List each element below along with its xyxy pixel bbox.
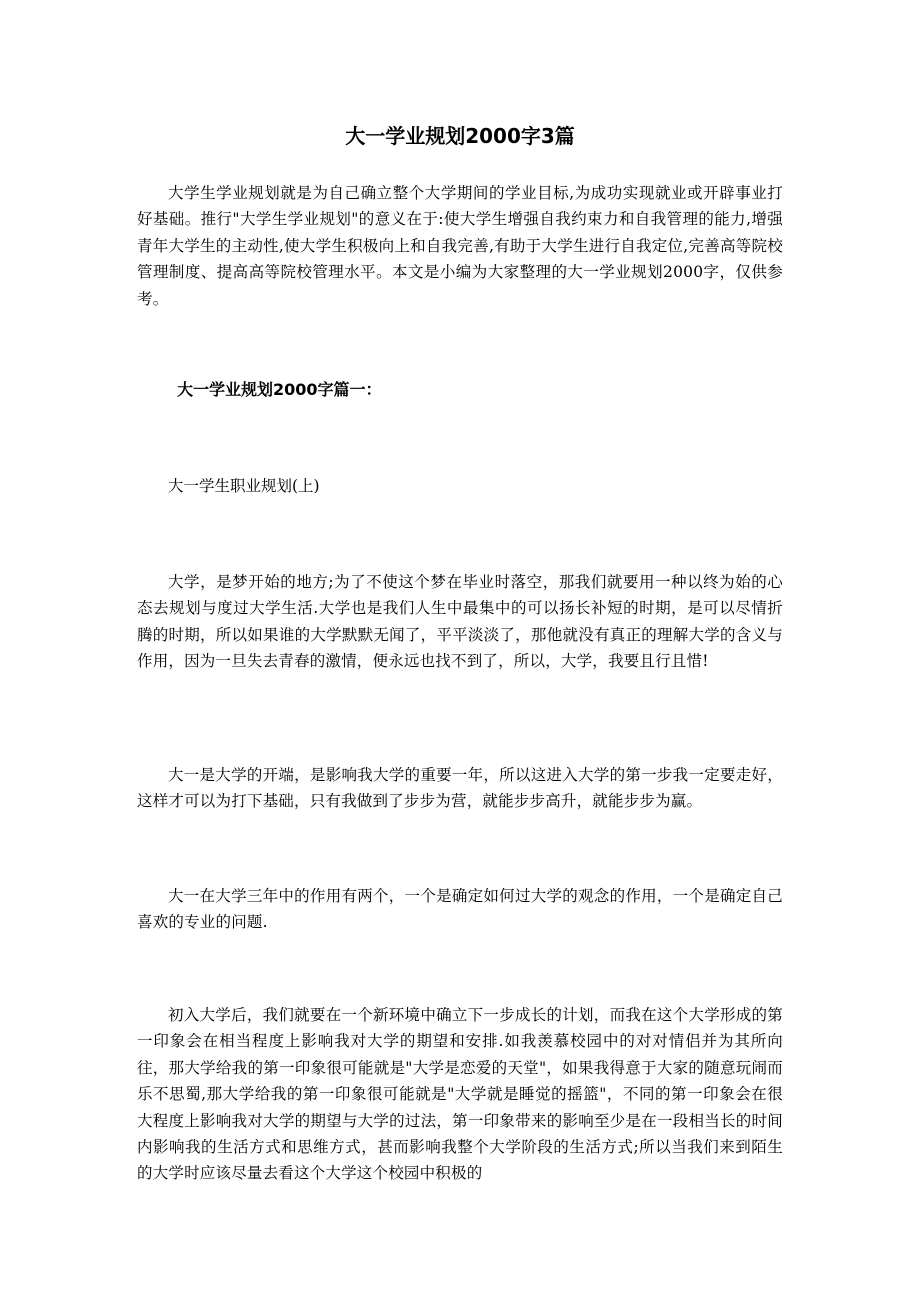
body-paragraph-1: 大学，是梦开始的地方;为了不使这个梦在毕业时落空，那我们就要用一种以终为始的心态去规划与度过大学生活.大学也是我们人生中最集中的可以扬长补短的时期，是可以尽情折腾的时期，所以如果谁的大学默默无闻了，平平淡淡了，那他就没有真正的理解大学的含义与作用，因为一旦失去青春的激情，便永远也找不到了，所以，大学，我要且行且惜! <box>137 573 783 671</box>
body-paragraph-3: 大一在大学三年中的作用有两个，一个是确定如何过大学的观念的作用，一个是确定自己喜欢的专业的问题. <box>137 887 783 932</box>
body-paragraph-2: 大一是大学的开端，是影响我大学的重要一年，所以这进入大学的第一步我一定要走好，这样才可以为打下基础，只有我做到了步步为营，就能步步高升，就能步步为赢。 <box>137 766 783 811</box>
subheading: 大一学生职业规划(上) <box>168 477 320 495</box>
section-heading: 大一学业规划2000字篇一： <box>177 380 382 399</box>
intro-paragraph: 大学生学业规划就是为自己确立整个大学期间的学业目标,为成功实现就业或开辟事业打好基础。推行"大学生学业规划"的意义在于:使大学生增强自我约束力和自我管理的能力,增强青年大学生的主动性,使大学生积极向上和自我完善,有助于大学生进行自我定位,完善高等院校管理制度、提高高等院校管理水平。本文是小编为大家整理的大一学业规划2000字，仅供参考。 <box>137 184 783 308</box>
body-paragraph-4: 初入大学后，我们就要在一个新环境中确立下一步成长的计划，而我在这个大学形成的第一印象会在相当程度上影响我对大学的期望和安排.如我羡慕校园中的对对情侣并为其所向往，那大学给我的第一印象很可能就是"大学是恋爱的天堂"，如果我得意于大家的随意玩闹而乐不思蜀,那大学给我的第一印象很可能就是"大学就是睡觉的摇篮"，不同的第一印象会在很大程度上影响我对大学的期望与大学的过法，第一印象带来的影响至少是在一段相当长的时间内影响我的生活方式和思维方式，甚而影响我整个大学阶段的生活方式;所以当我们来到陌生的大学时应该尽量去看这个大学这个校园中积极的 <box>137 1006 783 1183</box>
document-title: 大一学业规划2000字3篇 <box>345 124 575 148</box>
